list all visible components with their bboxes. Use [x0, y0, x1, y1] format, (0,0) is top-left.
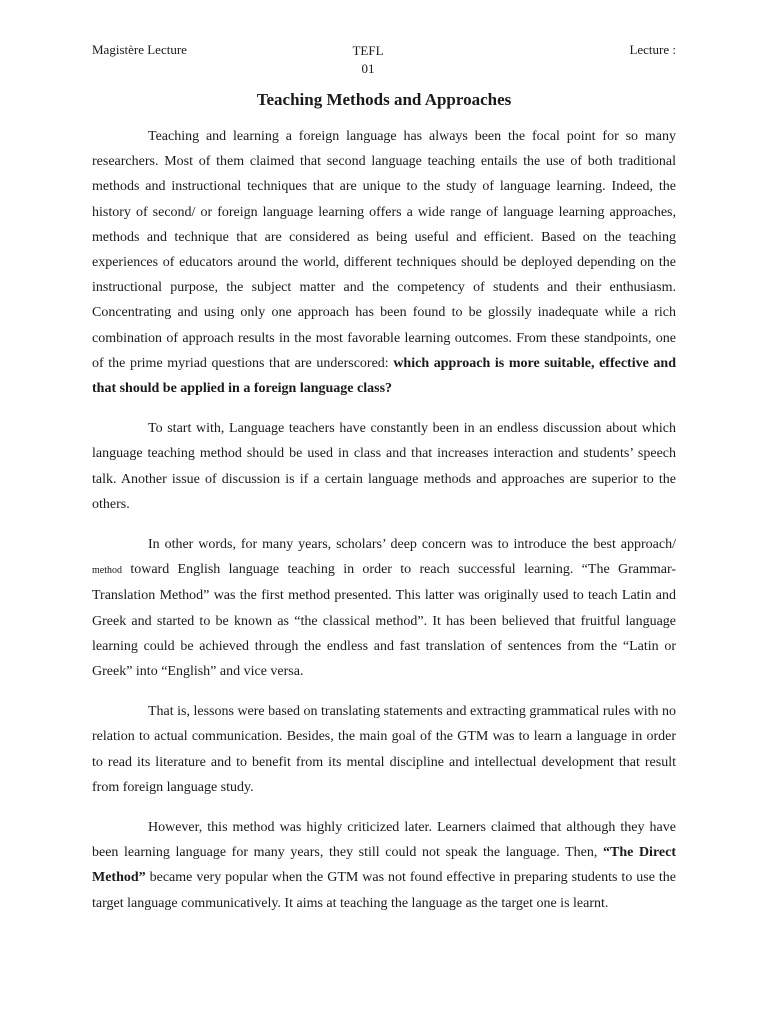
- header-subject: [348, 42, 388, 78]
- header-course: Magistère Lecture: [92, 42, 187, 57]
- paragraph-3-text-b: toward English language teaching in order to reach successful learning. “The Grammar- Translation Method” was the first method presented. This latter was originally used to teach Latin and Greek and started to be known as “the classical method”. It has been believed that fruitful language learning could be achieved through the endless and fast translation of sentences from the “Latin or Greek” into “English” and vice versa.: [92, 562, 676, 680]
- paragraph-3-small-word: method: [92, 565, 122, 577]
- paragraph-2: To start with, Language teachers have constantly been in an endless discussion about which language teaching method should be used in class and that increases interaction and students’ speech talk. Another issue of discussion is if a certain language methods and approaches are superior to the others.: [92, 421, 676, 512]
- paragraph-5: [92, 815, 676, 916]
- document-title: Teaching Methods and Approaches: [256, 90, 512, 109]
- paragraph-1: [92, 124, 676, 401]
- paragraph-5-method-name: “The Direct Method”: [92, 845, 677, 886]
- paragraph-5-text-a: However, this method was highly criticized later. Learners claimed that although they have been learning language for many years, they still could not speak the language. Then,: [92, 820, 676, 861]
- header-lecture-number: 01: [361, 61, 375, 76]
- paragraph-4: That is, lessons were based on translating statements and extracting grammatical rules with no relation to actual communication. Besides, the main goal of the GTM was to learn a language in order to read its literature and to benefit from its mental discipline and intellectual development that result from foreign language study.: [92, 704, 676, 795]
- page-header: [92, 42, 676, 78]
- paragraph-3: [92, 532, 676, 684]
- paragraph-1-question: which approach is more suitable, effective and that should be applied in a foreign language class?: [92, 355, 676, 397]
- header-subject-name: TEFL: [352, 43, 384, 58]
- header-lecture-label: Lecture :: [629, 42, 676, 57]
- document-body: [92, 124, 676, 916]
- paragraph-5-text-b: became very popular when the GTM was not found effective in preparing students to use the target language communicatively. It aims at teaching the language as the target one is learnt.: [92, 870, 676, 911]
- paragraph-1-text: Teaching and learning a foreign language has always been the focal point for so many researchers. Most of them claimed that second language teaching entails the use of both traditional methods and instructional techniques that are unique to the study of language learning. Indeed, the history of second/ or foreign language learning offers a wide range of language learning approaches, methods and technique that are considered as being useful and efficient. Based on the teaching experiences of educators around the world, different techniques should be deployed depending on the instructional purpose, the subject matter and the competency of students and their enthusiasm. Concentrating and using only one approach has been found to be glossily inadequate while a rich combination of approach results in the most favorable learning outcomes. From these standpoints, one of the prime myriad questions that are underscored:: [92, 129, 676, 371]
- paragraph-3-text-a: In other words, for many years, scholars’ deep concern was to introduce the best approach/: [148, 537, 676, 553]
